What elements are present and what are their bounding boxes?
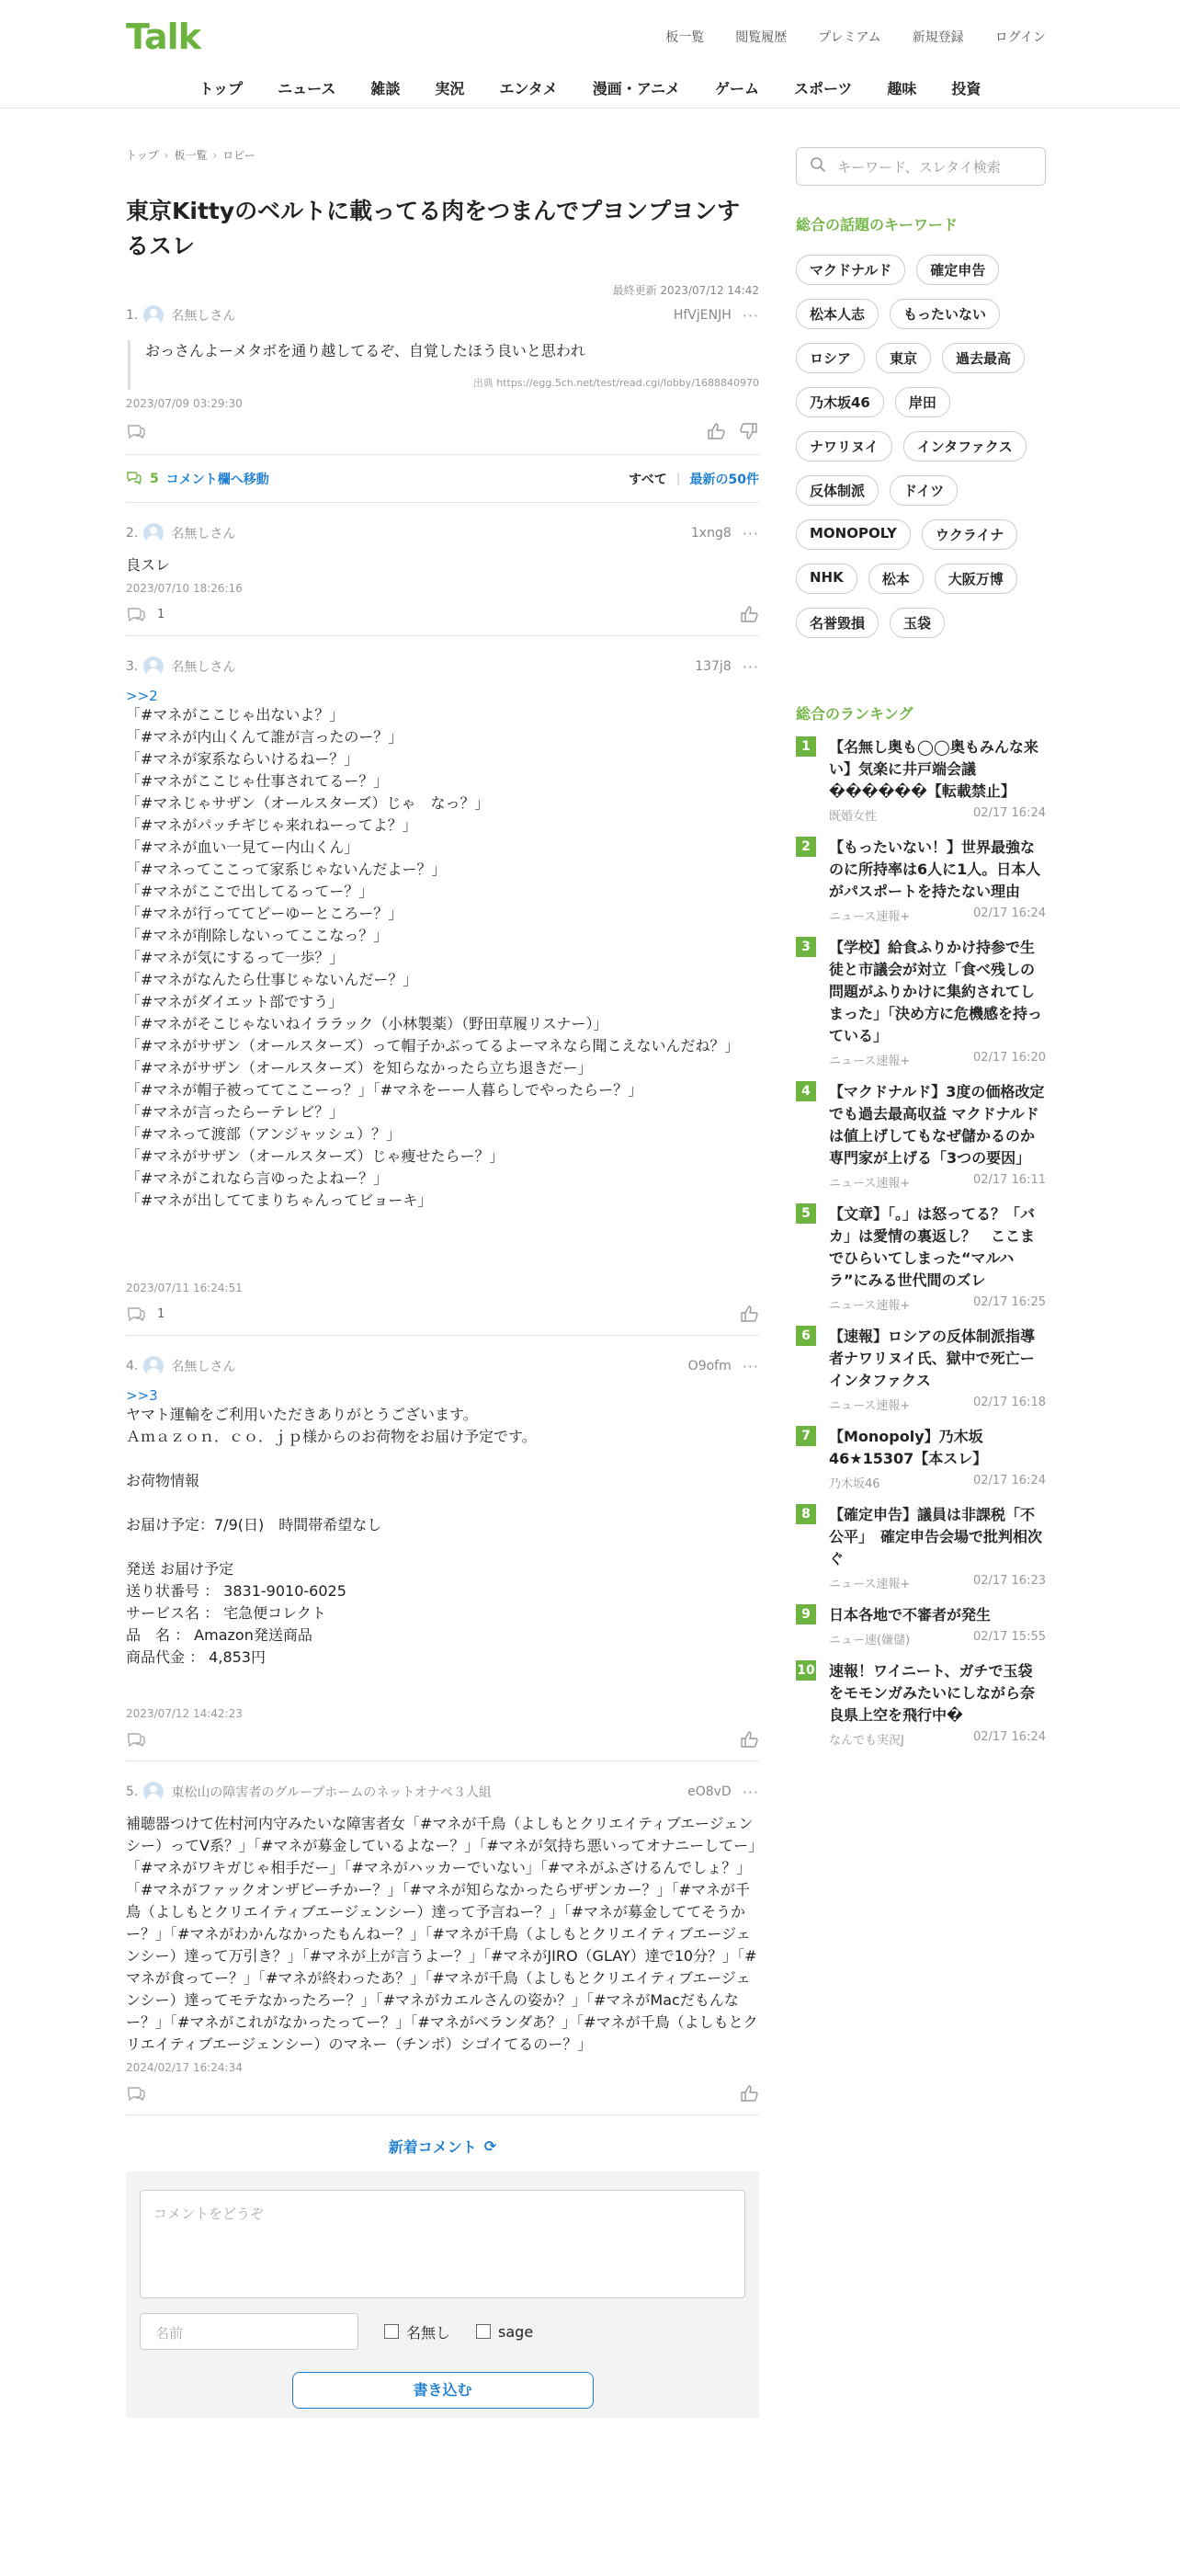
ranking-item[interactable] [796,837,1046,924]
keyword-tag[interactable]: ナワリヌイ [796,431,892,462]
rank-number: 5 [796,1203,816,1224]
post-body: ヤマト運輸をご利用いただきありがとうございます。 Ａｍａｚｏｎ．ｃｏ．ｊｐ様からのお荷物をお届け予定です。 お荷物情報 お届け予定：7/9(日) 時間帯希望なし 発送 お届け予定 送り状番号 ： 3831-9010-6025 サービス名 ： 宅急便コレクト 品 名 ： Amazon発送商品 商品代金 ： 4,853円 [126,1406,537,1666]
reply-icon[interactable] [126,1304,146,1324]
rank-number: 10 [796,1660,816,1681]
post-id: O9ofm [687,1359,732,1373]
like-icon[interactable] [739,2083,759,2103]
reply-icon[interactable] [126,604,146,624]
reply-icon[interactable] [126,2083,146,2103]
ranking-item[interactable] [796,1081,1046,1191]
keyword-tag[interactable]: ロシア [796,343,865,373]
ranking-source: 乃木坂46 [829,1477,880,1491]
more-icon[interactable]: ··· [742,306,759,325]
top-links [665,28,1046,46]
keyword-tag[interactable]: 岸田 [895,387,950,417]
ranking-source: ニュース速報+ [829,1299,911,1313]
post-date: 2023/07/11 16:24:51 [126,1282,243,1294]
reply-count: 1 [157,607,165,621]
avatar-icon [143,1356,164,1376]
nav-hobby[interactable]: 趣味 [887,80,917,97]
site-logo[interactable]: Talk [126,17,200,57]
more-icon[interactable]: ··· [742,524,759,542]
reply-anchor[interactable]: >>3 [126,1387,158,1404]
chevron-right-icon: › [164,148,169,162]
nav-chat[interactable]: 雑談 [370,80,401,97]
post-author: 名無しさん [171,527,236,541]
ranking-source: ニュース速報+ [829,1054,911,1068]
keyword-tag[interactable]: ドイツ [890,475,958,506]
ranking-time: 02/17 16:24 [972,906,1046,920]
comment-post [126,1761,759,2115]
thread-main [126,147,759,2418]
post-author: 名無しさん [171,309,236,324]
ranking-list [796,736,1046,1748]
refresh-icon: ⟳ [483,2137,497,2155]
comment-count: 5 [150,471,159,486]
filter-all[interactable]: すべて [629,472,667,487]
comments-bar [126,455,759,503]
ranking-title[interactable]: 【確定申告】議員は非課税「不公平」 確定申告会場で批判相次ぐ [829,1506,1043,1567]
post-body: 良スレ [126,556,171,574]
ranking-source: ニュー速(嫌儲) [829,1634,911,1647]
op-source[interactable]: 出典 https://egg.5ch.net/test/read.cgi/lobby/1688840970 [472,377,759,389]
checkbox-icon [476,2324,491,2339]
keyword-tag[interactable]: 松本人志 [796,299,879,329]
ranking-item[interactable] [796,937,1046,1068]
more-icon[interactable]: ··· [742,1357,759,1375]
ranking-title[interactable]: 【もったいない！】世界最強なのに所持率は6人に1人。日本人がパスポートを持たない理由 [829,838,1041,900]
keyword-tag[interactable]: 乃木坂46 [796,387,884,417]
anon-checkbox[interactable] [384,2321,450,2342]
ranking-title[interactable]: 【名無し奥も◯◯奥もみんな来い】気楽に井戸端会議������【転載禁止】 [829,738,1038,800]
ranking-item[interactable] [796,1426,1046,1491]
ranking-title[interactable]: 【Monopoly】乃木坂46★15307【本スレ】 [829,1428,988,1467]
link-history[interactable]: 閲覧履歴 [735,30,788,45]
keyword-tag[interactable]: ウクライナ [922,519,1018,550]
like-icon[interactable] [739,1304,759,1324]
post-number: 5. [126,1784,139,1799]
ranking-item[interactable] [796,1203,1046,1313]
avatar-icon [143,656,164,677]
comment-form [126,2171,759,2418]
nav-entame[interactable]: エンタメ [499,80,558,97]
avatar-icon [143,523,164,543]
keywords-heading: 総合の話題のキーワード [796,216,959,234]
keyword-tag[interactable]: NHK [796,564,857,594]
ranking-source: ニュース速報+ [829,1177,911,1191]
filter-latest[interactable]: 最新の50件 [689,472,759,487]
rank-number: 8 [796,1504,816,1524]
post-number: 1. [126,308,139,323]
op-post [126,298,759,455]
ranking-title[interactable]: 【速報】ロシアの反体制派指導者ナワリヌイ氏、獄中で死亡ーインタファクス [829,1328,1036,1389]
thread-title: 東京Kittyのベルトに載ってる肉をつまんでプヨンプヨンするスレ [126,198,741,259]
ranking-time: 02/17 16:11 [972,1173,1046,1187]
like-icon[interactable] [739,1729,759,1750]
comment-post [126,1336,759,1761]
site-header [0,0,1180,108]
post-author: 東松山の障害者のグループホームのネットオナペ３人組 [171,1785,492,1800]
keyword-tag[interactable]: 大阪万博 [935,564,1017,594]
post-date: 2023/07/12 14:42:23 [126,1707,243,1720]
keyword-tag[interactable]: 過去最高 [942,343,1025,373]
avatar-icon [143,1782,164,1802]
ranking-source: 既婚女性 [829,810,878,824]
nav-invest[interactable]: 投資 [951,80,981,97]
rank-number: 6 [796,1326,816,1346]
link-premium[interactable]: プレミアム [818,30,881,45]
ranking-source: ニュース速報+ [829,1578,911,1591]
goto-comments-link[interactable]: コメント欄へ移動 [165,472,269,487]
link-login[interactable]: ログイン [994,30,1046,45]
anon-label: 名無し [406,2323,451,2342]
ranking-time: 02/17 16:18 [972,1396,1046,1409]
rank-number: 9 [796,1604,816,1624]
post-date: 2024/02/17 16:24:34 [126,2061,243,2074]
post-body: 「#マネがここじゃ出ないよ？」 「#マネが内山くんて誰が言ったのー？」 「#マネが家系ならいけるねー？」 「#マネがここじゃ仕事されてるー？」 「#マネじゃサザン（オールスターズ）じゃ なっ？」 「#マネがパッチギじゃ来れねーってよ？」 「#マネが血い一見てー内山くん」 「#マネってここって家系じゃないんだよー？」 「#マネがここで出してるってー？」 「#マネが行っててどーゆーところー？」 「#マネが削除しないってここなっ？」 「#マネが気にするって一歩？」 「#マネがなんたら仕事じゃないんだー？」 「#マネがダイエット部ですう」 「#マネがそこじゃないねイララック（小林製薬）（野田草履リスナー）」 「#マネがサザン（オールスターズ）って帽子かぶってるよーマネなら聞こえないんだね？」 「#マネがサザン（オールスターズ）を知らなかったら立ち退きだー」 「#マネが帽子被っててここーっ？」「#マネをーー人暮らしでやったらー？」 「#マネが言ったらーテレビ？」 「#マネって渡部（アンジャッシュ）？」 「#マネがサザン（オールスターズ）じゃ痩せたらー？」 「#マネがこれなら言ゆったよねー？」 「#マネが出しててまりちゃんってビョーキ」 [126,706,740,1209]
reply-count: 1 [157,1306,165,1321]
rank-number: 2 [796,837,816,857]
dislike-icon[interactable] [739,421,759,441]
nav-sports[interactable]: スポーツ [793,80,853,97]
ranking-time: 02/17 15:55 [972,1630,1046,1644]
ranking-item[interactable] [796,736,1046,824]
ranking-title[interactable]: 【文章】「。」は怒ってる？「バカ」は愛情の裏返し？ ここまでひらいてしまった“マルハラ”にみる世代間のズレ [829,1205,1036,1289]
ranking-time: 02/17 16:24 [972,1730,1046,1744]
submit-button[interactable]: 書き込む [292,2372,594,2409]
breadcrumb-top[interactable]: トップ [126,149,159,162]
name-input[interactable]: 名前 [140,2313,358,2350]
post-id: HfVjENJH [673,308,732,323]
link-board-list[interactable]: 板一覧 [665,30,705,45]
link-register[interactable]: 新規登録 [912,30,964,45]
ranking-time: 02/17 16:25 [972,1295,1046,1309]
rank-number: 4 [796,1081,816,1101]
breadcrumb-boards[interactable]: 板一覧 [174,149,208,162]
rank-number: 3 [796,937,816,957]
search-icon [810,156,826,177]
new-comments-label: 新着コメント [388,2138,477,2156]
op-body: おっさんよーメタボを通り越してるぞ、自覚したほう良いと思われ [145,342,585,359]
divider: | [675,471,681,486]
keyword-tag[interactable]: 反体制派 [796,475,879,506]
last-updated: 最終更新 2023/07/12 14:42 [612,284,759,297]
reply-icon[interactable] [126,1729,146,1750]
nav-top[interactable]: トップ [199,80,244,97]
search-box[interactable] [796,147,1046,186]
new-comments-link[interactable] [126,2136,759,2157]
ranking-title[interactable]: 日本各地で不審者が発生 [829,1606,992,1624]
post-number: 3. [126,659,139,674]
keyword-tag[interactable]: マクドナルド [796,255,905,285]
op-quote [128,340,759,390]
more-icon[interactable]: ··· [742,1783,759,1801]
breadcrumb [126,147,759,163]
rank-number: 7 [796,1426,816,1446]
post-number: 4. [126,1359,139,1373]
reply-icon[interactable] [126,421,146,441]
sage-label: sage [498,2322,534,2341]
nav-live[interactable]: 実況 [435,80,465,97]
like-icon[interactable] [706,421,726,441]
nav-news[interactable]: ニュース [278,80,336,97]
ranking-source: ニュース速報+ [829,1399,911,1413]
more-icon[interactable]: ··· [742,657,759,676]
post-author: 名無しさん [171,1360,236,1374]
ranking-heading: 総合のランキング [796,705,913,723]
post-number: 2. [126,526,139,541]
post-body: 補聴器つけて佐村河内守みたいな障害者女「#マネが千鳥（よしもとクリエイティブエージェンシー）ってV系？」「#マネが募金しているよなー？」「#マネが気持ち悪いってオナニーしてー」「#マネがワキガじゃ相手だー」「#マネがハッカーでいない」「#マネがふざけるんでしょ？」「#マネがファックオンザビーチかー？」「#マネが知らなかったらザザンカー？」「#マネが千鳥（よしもとクリエイティブエージェンシー）達って予言ねー？」「#マネが募金しててそうかー？」「#マネがわかんなかったもんねー？」「#マネが千鳥（よしもとクリエイティブエージェンシー）達って万引き？」「#マネが上が言うよー？」「#マネがJIRO（GLAY）達で10分？」「#マネが食ってー？」「#マネが終わったあ？」「#マネが千鳥（よしもとクリエイティブエージェンシー）達ってモテなかったろー？」「#マネがカエルさんの姿か？」「#マネがMacだもんなー？」「#マネがこれがなかったってー？」「#マネがベランダあ？」「#マネが千鳥（よしもとクリエイティブエージェンシー）のマネー（チンポ）シゴイてるのー？」 [126,1815,758,2053]
rank-number: 1 [796,736,816,757]
ranking-title[interactable]: 【学校】給食ふりかけ持参で生徒と市議会が対立「食べ残しの問題がふりかけに集約されてしまった」「決め方に危機感を持っている」 [829,939,1043,1044]
checkbox-icon [384,2324,399,2339]
keyword-tag[interactable]: MONOPOLY [796,519,911,550]
comment-post [126,636,759,1336]
sidebar [796,147,1046,1748]
ranking-title[interactable]: 速報！ワイニート、ガチで玉袋をモモンガみたいにしながら奈良県上空を飛行中� [829,1662,1036,1724]
post-id: 1xng8 [690,526,732,541]
keyword-tag[interactable]: もったいない [890,299,1000,329]
comment-list [126,503,759,2115]
avatar-icon [143,305,164,325]
ranking-time: 02/17 16:24 [972,1474,1046,1487]
post-id: 137j8 [695,659,732,674]
nav-game[interactable]: ゲーム [714,80,759,97]
comment-post [126,503,759,636]
main-nav [0,77,1180,98]
keyword-tag[interactable]: 名誉毀損 [796,608,879,638]
post-author: 名無しさん [171,660,236,675]
ranking-item[interactable] [796,1326,1046,1413]
keyword-tags [796,255,1046,638]
like-icon[interactable] [739,604,759,624]
keyword-tag[interactable]: インタファクス [903,431,1027,462]
comment-textarea[interactable]: コメントをどうぞ [140,2190,745,2298]
post-id: eO8vD [687,1784,732,1799]
keyword-tag[interactable]: 確定申告 [916,255,999,285]
chevron-right-icon: › [212,148,218,162]
nav-anime[interactable]: 漫画・アニメ [592,80,680,97]
reply-anchor[interactable]: >>2 [126,688,158,704]
ranking-item[interactable] [796,1504,1046,1591]
breadcrumb-lobby[interactable]: ロビー [222,149,255,162]
ranking-title[interactable]: 【マクドナルド】3度の価格改定でも過去最高収益 マクドナルドは値上げしてもなぜ儲かるのか専門家が上げる「3つの要因」 [829,1083,1045,1167]
ranking-source: ニュース速報+ [829,910,911,924]
sage-checkbox[interactable] [476,2323,533,2341]
ranking-time: 02/17 16:24 [972,806,1046,820]
ranking-item[interactable] [796,1660,1046,1748]
ranking-time: 02/17 16:23 [972,1574,1046,1588]
post-date: 2023/07/10 18:26:16 [126,582,243,595]
ranking-source: なんでも実況J [829,1734,904,1748]
keyword-tag[interactable]: 松本 [868,564,924,594]
keyword-tag[interactable]: 玉袋 [890,608,945,638]
post-date: 2023/07/09 03:29:30 [126,397,243,410]
search-input[interactable]: キーワード、スレタイ検索 [837,158,1001,176]
comments-icon [126,470,142,488]
ranking-item[interactable] [796,1604,1046,1647]
keyword-tag[interactable]: 東京 [876,343,931,373]
ranking-time: 02/17 16:20 [972,1051,1046,1065]
